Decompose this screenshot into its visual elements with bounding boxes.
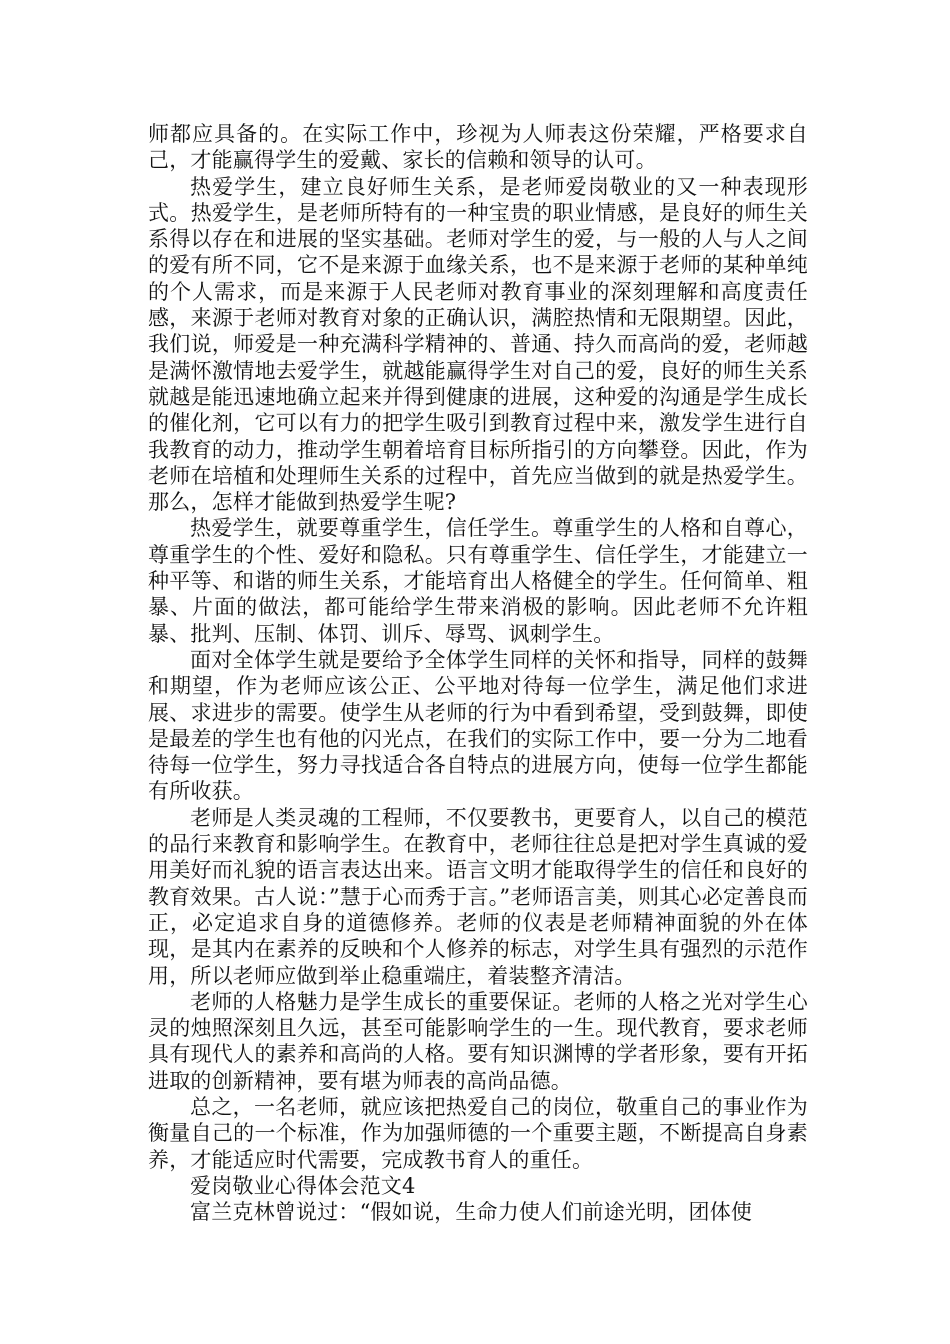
paragraph-personality-charm: 老师的人格魅力是学生成长的重要保证。老师的人格之光对学生心灵的烛照深刻且久远，甚至可能影响学生的一生。现代教育，要求老师具有现代人的素养和高尚的人格。要有知识渊博的学者形象，要有开拓进取的创新精神，要有堪为师表的高尚品德。 [148,989,808,1093]
paragraph-continuation: 师都应具备的。在实际工作中，珍视为人师表这份荣耀，严格要求自己，才能赢得学生的爱戴、家长的信赖和领导的认可。 [148,122,808,173]
paragraph-soul-engineer: 老师是人类灵魂的工程师，不仅要教书，更要育人，以自己的模范的品行来教育和影响学生。在教育中，老师往往总是把对学生真诚的爱用美好而礼貌的语言表达出来。语言文明才能取得学生的信任和良好的教育效果。古人说：”慧于心而秀于言。”老师语言美，则其心必定善良而正，必定追求自身的道德修养。老师的仪表是老师精神面貌的外在体现，是其内在素养的反映和个人修养的标志，对学生具有强烈的示范作用，所以老师应做到举止稳重端庄，着装整齐清洁。 [148,805,808,988]
paragraph-conclusion: 总之，一名老师，就应该把热爱自己的岗位，敬重自己的事业作为衡量自己的一个标准，作为加强师德的一个重要主题，不断提高自身素养，才能适应时代需要，完成教书育人的重任。 [148,1094,808,1172]
paragraph-franklin-quote: 富兰克林曾说过：“假如说，生命力使人们前途光明，团体使 [190,1200,753,1225]
section-heading: 爱岗敬业心得体会范文4 [190,1173,416,1198]
paragraph-all-students: 面对全体学生就是要给予全体学生同样的关怀和指导，同样的鼓舞和期望，作为老师应该公正、公平地对待每一位学生，满足他们求进展、求进步的需要。使学生从老师的行为中看到希望，受到鼓舞，即使是最差的学生也有他的闪光点，在我们的实际工作中，要一分为二地看待每一位学生，努力寻找适合各自特点的进展方向，使每一位学生都能有所收获。 [148,647,808,804]
paragraph-respect-students: 热爱学生，就要尊重学生，信任学生。尊重学生的人格和自尊心，尊重学生的个性、爱好和隐私。只有尊重学生、信任学生，才能建立一种平等、和谐的师生关系，才能培育出人格健全的学生。任何简单、粗暴、片面的做法，都可能给学生带来消极的影响。因此老师不允许粗暴、批判、压制、体罚、训斥、辱骂、讽刺学生。 [148,516,808,646]
paragraph-love-students: 热爱学生，建立良好师生关系，是老师爱岗敬业的又一种表现形式。热爱学生，是老师所特有的一种宝贵的职业情感，是良好的师生关系得以存在和进展的坚实基础。老师对学生的爱，与一般的人与人之间的爱有所不同，它不是来源于血缘关系，也不是来源于老师的某种单纯的个人需求，而是来源于人民老师对教育事业的深刻理解和高度责任感，来源于老师对教育对象的正确认识，满腔热情和无限期望。因此，我们说，师爱是一种充满科学精神的、普通、持久而高尚的爱，老师越是满怀激情地去爱学生，就越能赢得学生对自己的爱，良好的师生关系就越是能迅速地确立起来并得到健康的进展，这种爱的沟通是学生成长的催化剂，它可以有力的把学生吸引到教育过程中来，激发学生进行自我教育的动力，推动学生朝着培育目标所指引的方向攀登。因此，作为老师在培植和处理师生关系的过程中，首先应当做到的就是热爱学生。那么，怎样才能做到热爱学生呢? [148,174,808,515]
document-body [148,121,808,1225]
